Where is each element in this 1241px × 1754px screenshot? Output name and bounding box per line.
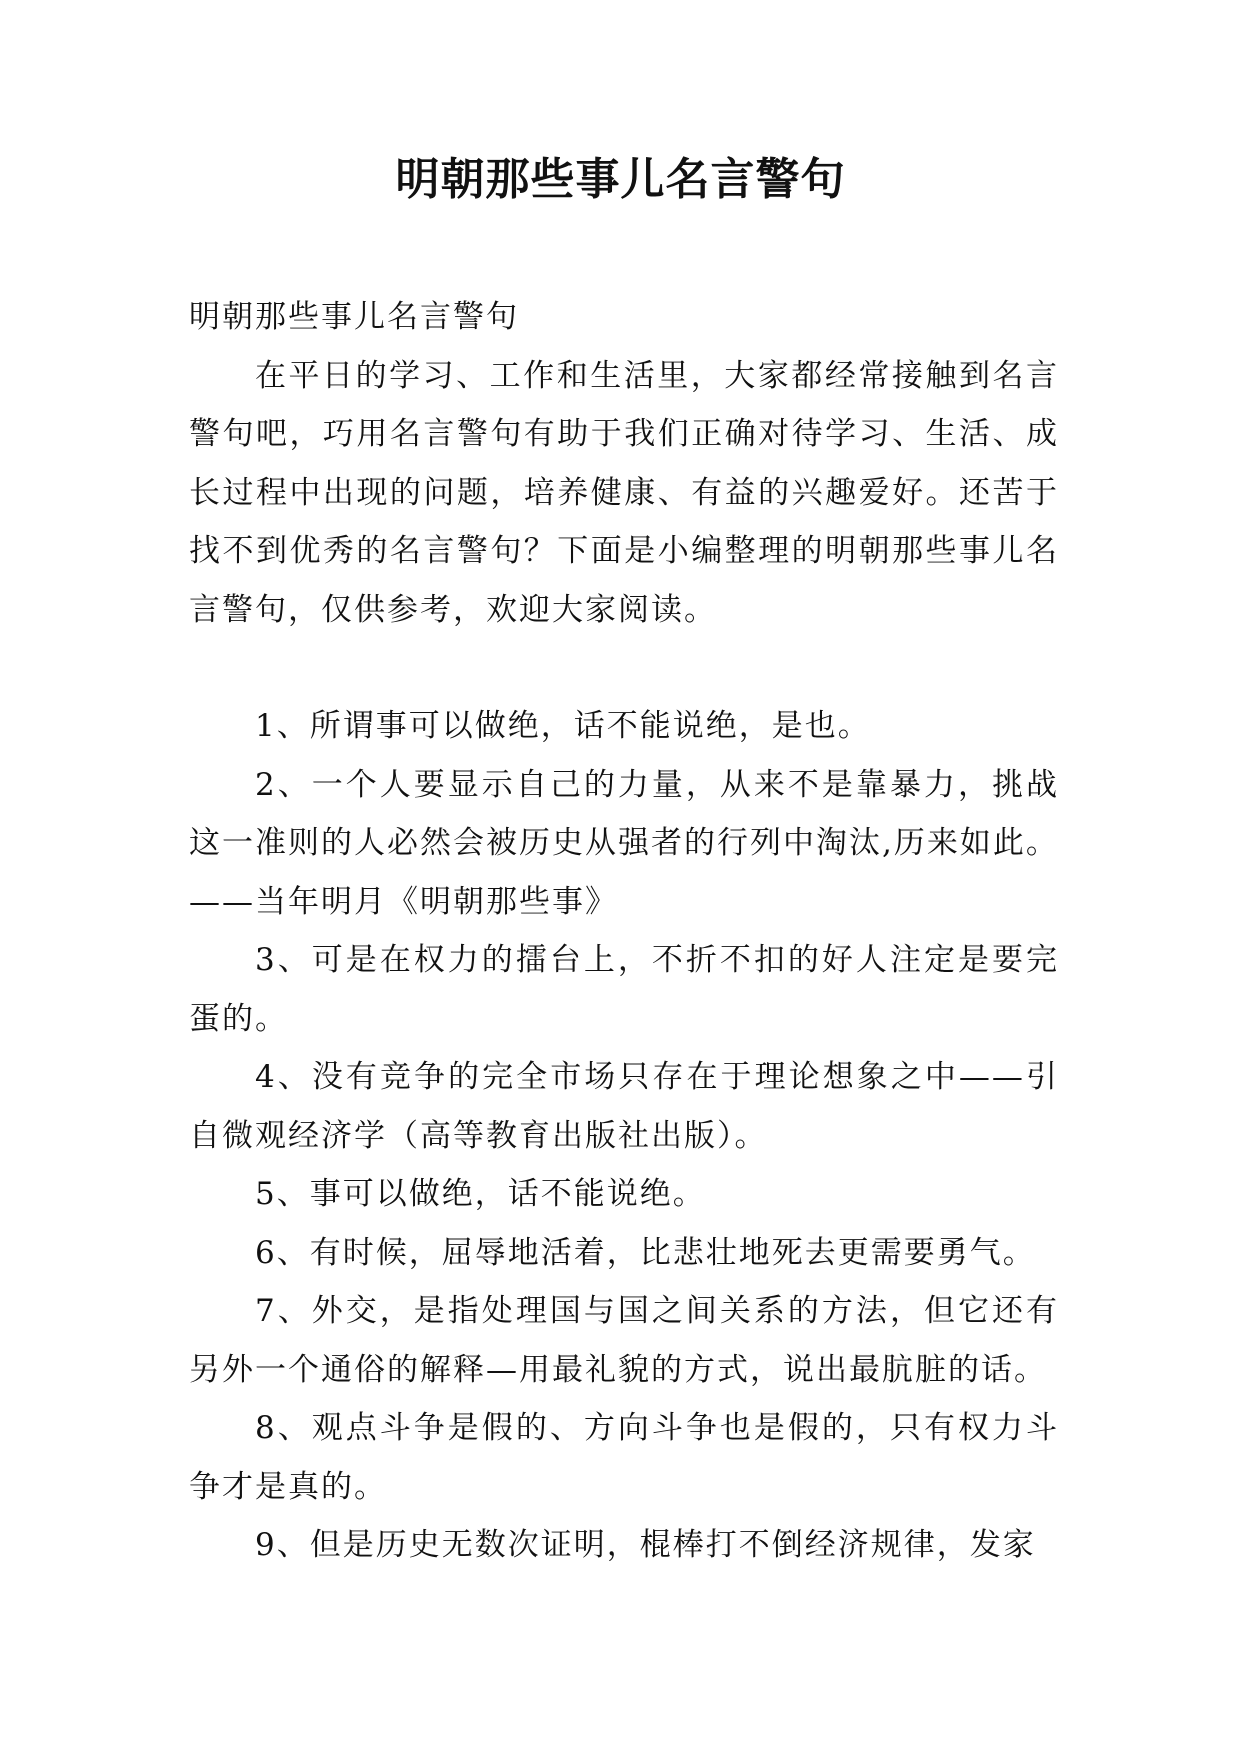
quote-item: 5、事可以做绝，话不能说绝。 [255, 1176, 706, 1212]
document-title: 明朝那些事儿名言警句 [395, 154, 846, 205]
quote-item: 2、一个人要显示自己的力量，从来不是靠暴力，挑战这一准则的人必然会被历史从强者的行列中淘汰,历来如此。 [189, 766, 1059, 861]
quote-item: 1、所谓事可以做绝，话不能说绝，是也。 [255, 708, 871, 744]
quote-item: 6、有时候，屈辱地活着，比悲壮地死去更需要勇气。 [255, 1234, 1036, 1271]
quote-attribution: ——当年明月《明朝那些事》 [189, 883, 618, 920]
quote-item: 8、观点斗争是假的、方向斗争也是假的，只有权力斗争才是真的。 [189, 1410, 1059, 1505]
quote-item: 4、没有竞争的完全市场只存在于理论想象之中——引自微观经济学（高等教育出版社出版）。 [189, 1059, 1059, 1154]
intro-paragraph: 在平日的学习、工作和生活里，大家都经常接触到名言警句吧，巧用名言警句有助于我们正确对待学习、生活、成长过程中出现的问题，培养健康、有益的兴趣爱好。还苦于找不到优秀的名言警句？下面是小编整理的明朝那些事儿名言警句，仅供参考，欢迎大家阅读。 [189, 357, 1059, 628]
quote-item: 3、可是在权力的擂台上，不折不扣的好人注定是要完蛋的。 [189, 942, 1059, 1037]
document-body [189, 288, 1059, 1575]
quote-item: 7、外交，是指处理国与国之间关系的方法，但它还有另外一个通俗的解释—用最礼貌的方式，说出最肮脏的话。 [189, 1293, 1059, 1388]
subtitle: 明朝那些事儿名言警句 [189, 299, 519, 335]
quote-item: 9、但是历史无数次证明，棍棒打不倒经济规律，发家 [255, 1527, 1036, 1563]
